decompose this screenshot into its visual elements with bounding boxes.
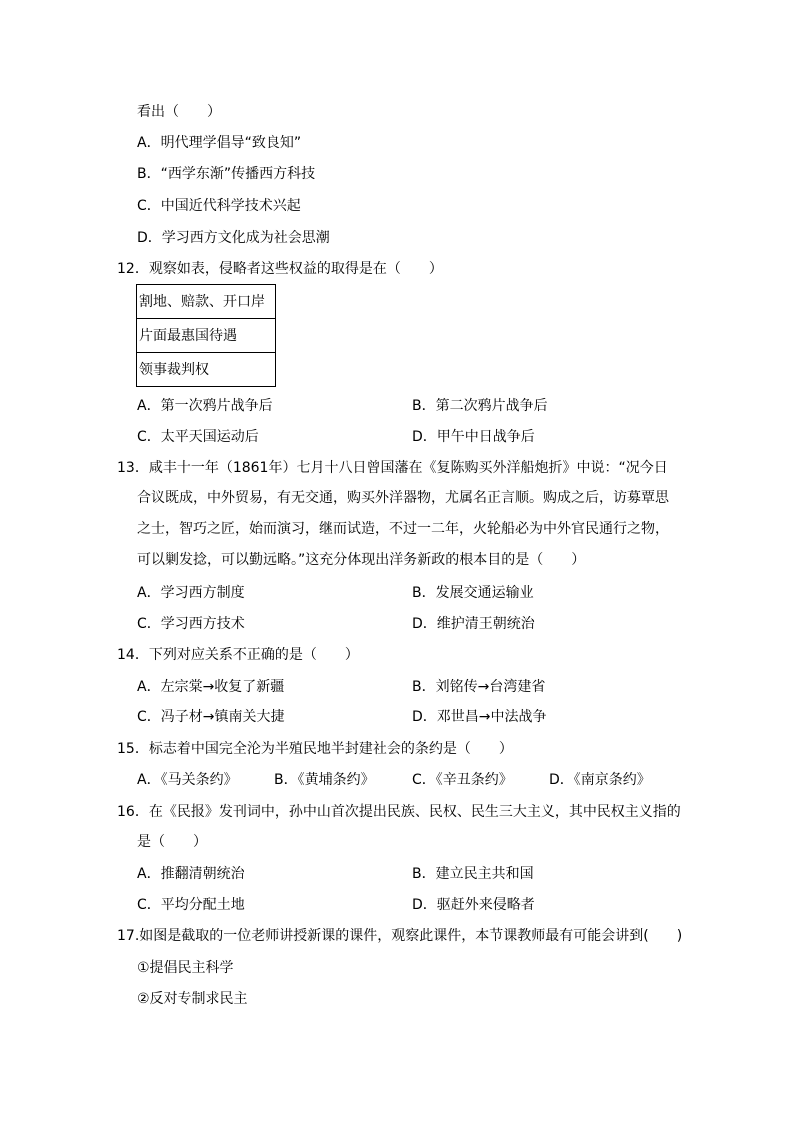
q14-option-b[interactable]: B．刘铭传→台湾建省: [412, 679, 546, 695]
q12-table: [136, 284, 276, 387]
q12-option-d[interactable]: D．甲午中日战争后: [412, 429, 535, 445]
q11-option-d[interactable]: D．学习西方文化成为社会思潮: [137, 230, 330, 246]
table-row: [137, 319, 276, 353]
q12-option-b[interactable]: B．第二次鸦片战争后: [412, 398, 548, 414]
q16-option-d[interactable]: D．驱赶外来侵略者: [412, 897, 535, 913]
q15-option-a[interactable]: A．《马关条约》: [137, 772, 238, 788]
q12-option-a[interactable]: A．第一次鸦片战争后: [137, 398, 273, 414]
q14-option-a[interactable]: A．左宗棠→收复了新疆: [137, 679, 285, 695]
q15-option-b[interactable]: B．《黄埔条约》: [274, 772, 375, 788]
q16-option-a[interactable]: A．推翻清朝统治: [137, 866, 245, 882]
table-cell: 割地、赔款、开口岸: [137, 285, 276, 319]
q13-stem-line-1: 13．咸丰十一年（1861年）七月十八日曾国藩在《复陈购买外洋船炮折》中说：“况今日: [117, 460, 668, 476]
q11-stem-tail: 看出（ ）: [137, 104, 221, 120]
q17-stem: 17.如图是截取的一位老师讲授新课的课件，观察此课件，本节课教师最有可能会讲到( ): [117, 928, 683, 944]
q13-option-b[interactable]: B．发展交通运输业: [412, 585, 534, 601]
q15-stem: 15．标志着中国完全沦为半殖民地半封建社会的条约是（ ）: [117, 741, 513, 757]
q16-option-b[interactable]: B．建立民主共和国: [412, 866, 534, 882]
table-cell: 领事裁判权: [137, 353, 276, 387]
q13-stem-line-3: 之士，智巧之匠，始而演习，继而试造，不过一二年，火轮船必为中外官民通行之物，: [137, 521, 669, 537]
q12-option-c[interactable]: C．太平天国运动后: [137, 429, 259, 445]
table-row: [137, 285, 276, 319]
q12-stem: 12．观察如表，侵略者这些权益的取得是在（ ）: [117, 261, 443, 277]
table-row: [137, 353, 276, 387]
q13-option-d[interactable]: D．维护清王朝统治: [412, 616, 535, 632]
q13-stem-line-4: 可以剿发捻，可以勤远略。”这充分体现出洋务新政的根本目的是（ ）: [137, 552, 586, 568]
q17-item-1: ①提倡民主科学: [137, 960, 234, 976]
q14-option-c[interactable]: C．冯子材→镇南关大捷: [137, 709, 285, 725]
q14-option-d[interactable]: D．邓世昌→中法战争: [412, 709, 547, 725]
q17-item-2: ②反对专制求民主: [137, 991, 248, 1007]
q13-option-c[interactable]: C．学习西方技术: [137, 616, 245, 632]
q15-option-d[interactable]: D．《南京条约》: [549, 772, 651, 788]
q15-option-c[interactable]: C．《辛丑条约》: [412, 772, 513, 788]
q16-stem-line-1: 16．在《民报》发刊词中，孙中山首次提出民族、民权、民生三大主义，其中民权主义指的: [117, 804, 681, 820]
q16-option-c[interactable]: C．平均分配土地: [137, 897, 245, 913]
table-cell: 片面最惠国待遇: [137, 319, 276, 353]
q13-stem-line-2: 合议既成，中外贸易，有无交通，购买外洋器物，尤属名正言顺。购成之后，访募覃思: [137, 490, 669, 506]
q16-stem-line-2: 是（ ）: [137, 834, 207, 850]
q13-option-a[interactable]: A．学习西方制度: [137, 585, 245, 601]
q11-option-a[interactable]: A．明代理学倡导“致良知”: [137, 135, 302, 151]
q11-option-b[interactable]: B．“西学东渐”传播西方科技: [137, 166, 316, 182]
q14-stem: 14．下列对应关系不正确的是（ ）: [117, 647, 359, 663]
q11-option-c[interactable]: C．中国近代科学技术兴起: [137, 198, 301, 214]
